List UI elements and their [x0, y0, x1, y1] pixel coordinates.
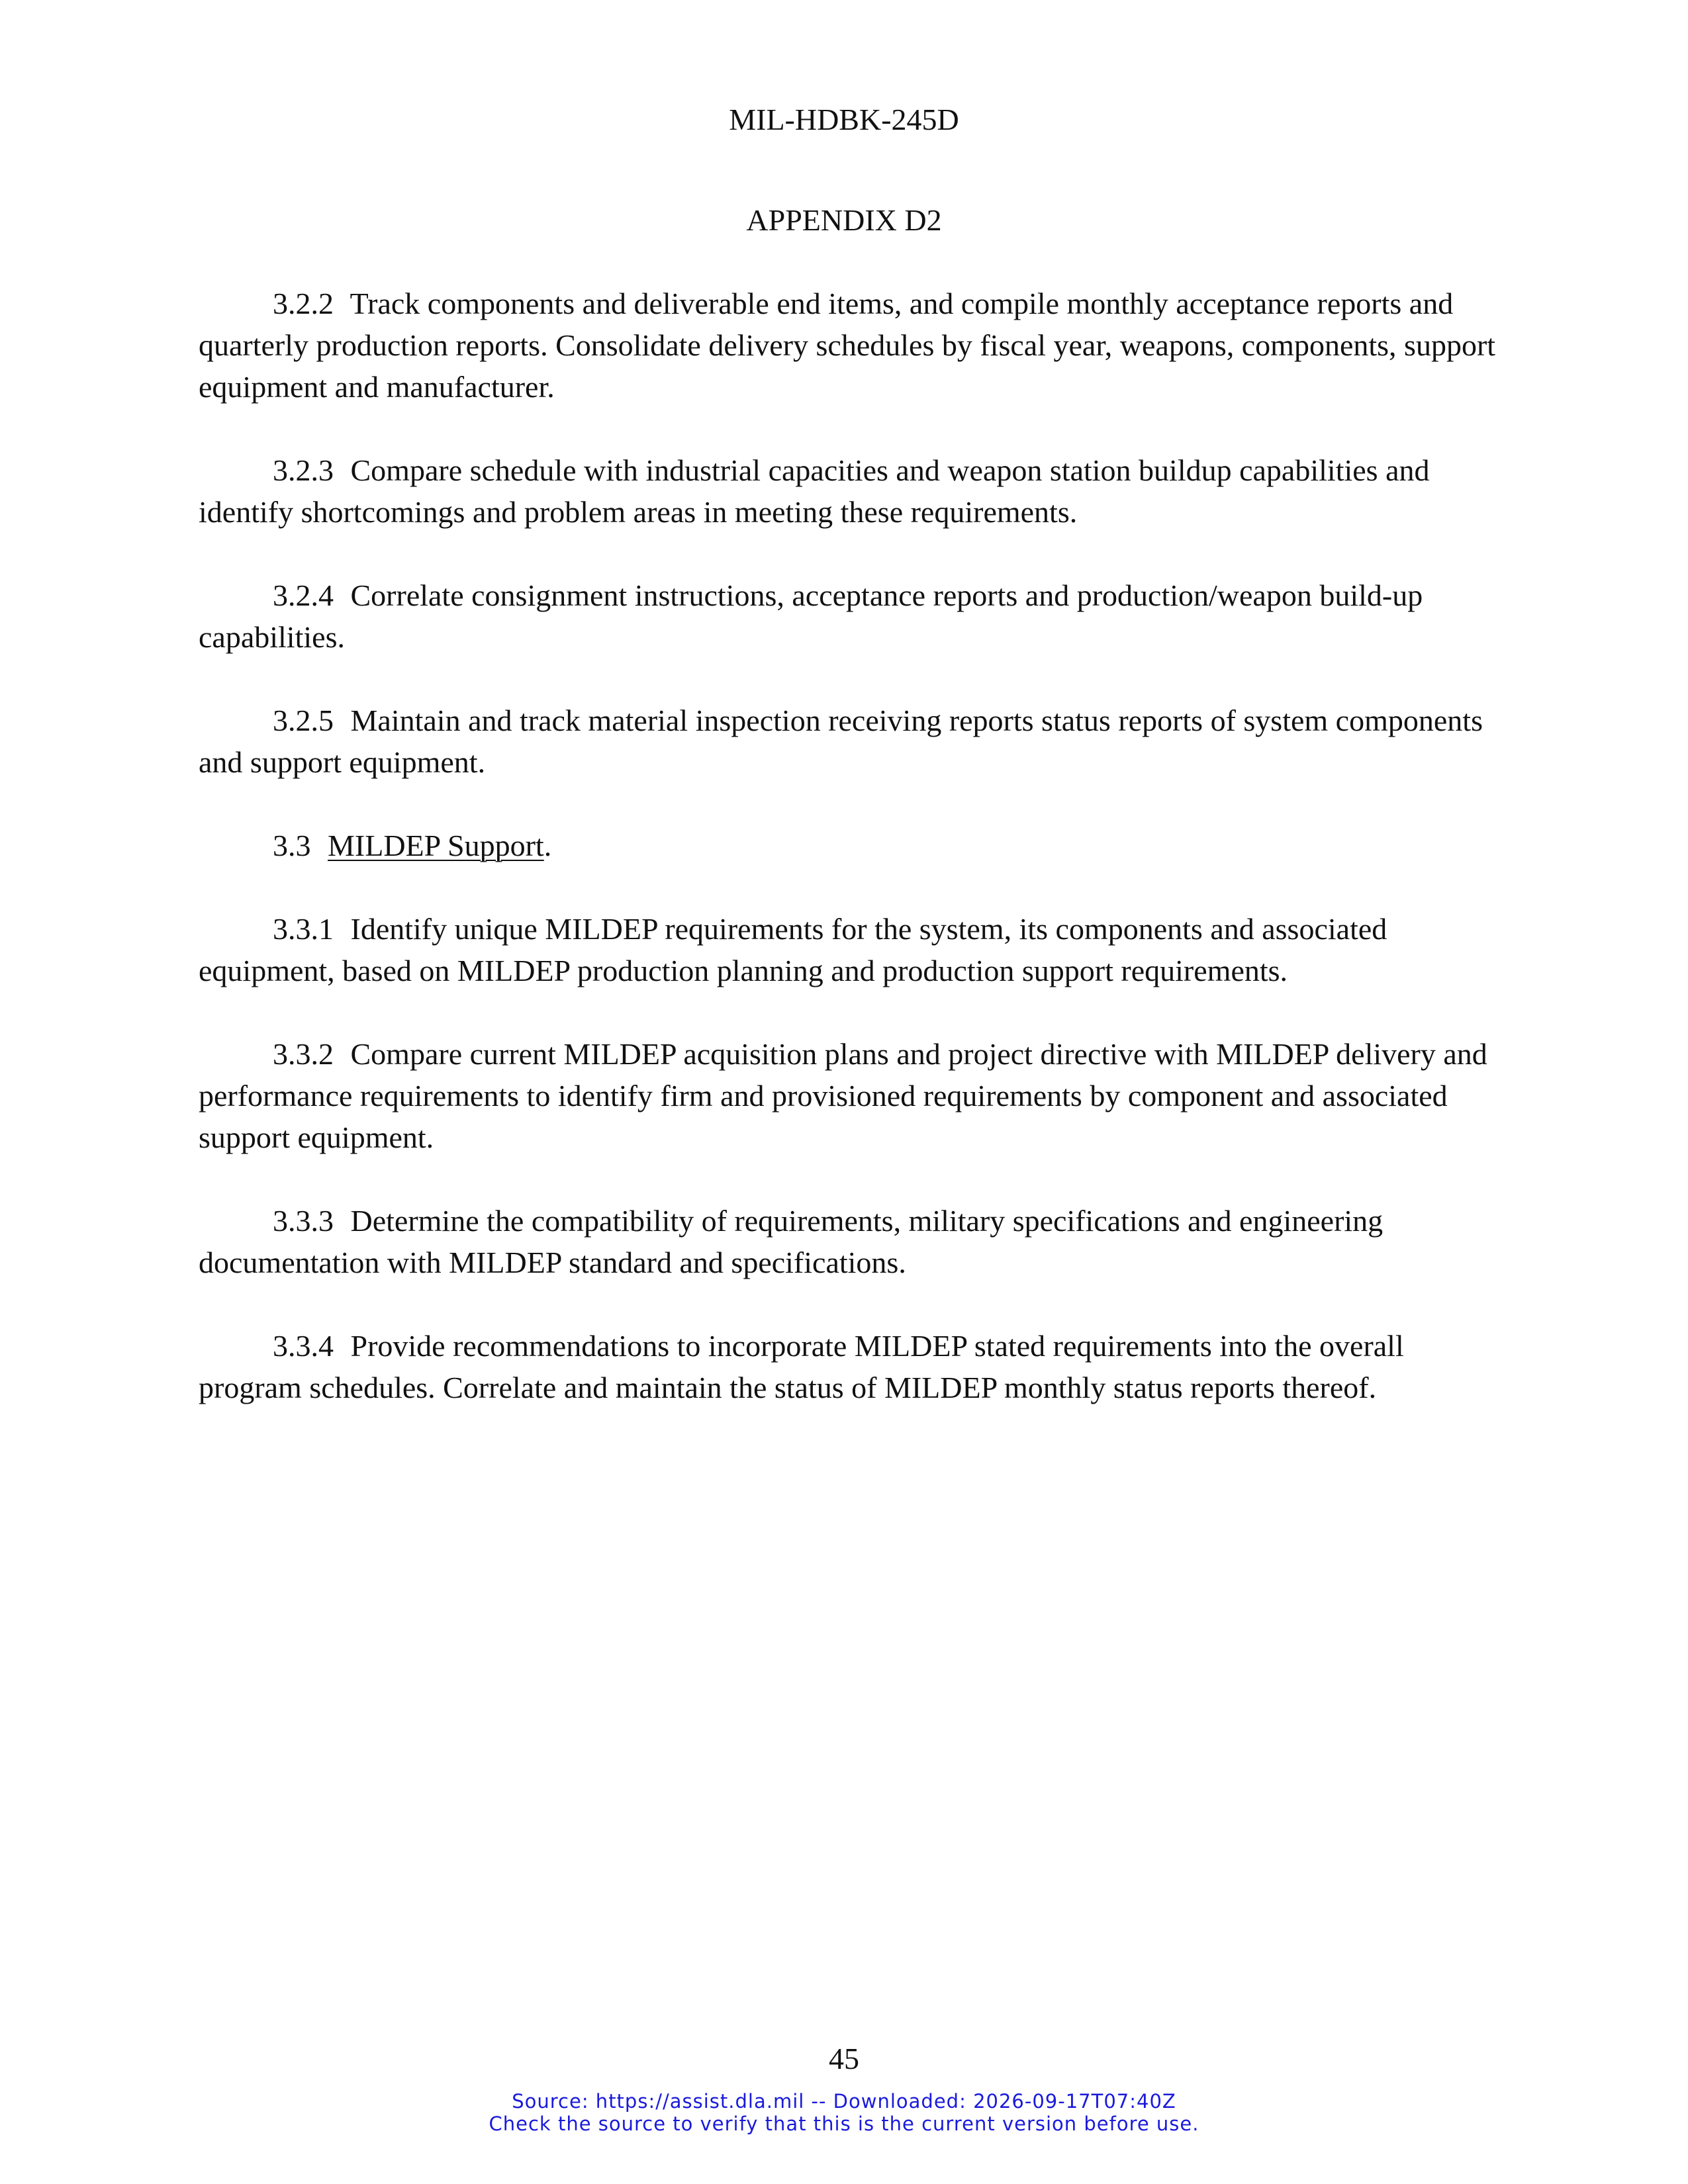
paragraph-number: 3.2.2: [273, 287, 334, 320]
paragraph-3-2-4: [199, 574, 1506, 658]
paragraph-number: 3.2.5: [273, 704, 334, 737]
paragraph-number: 3.2.4: [273, 578, 334, 612]
paragraph-number: 3.2.3: [273, 453, 334, 487]
section-heading: MILDEP Support: [328, 829, 544, 862]
paragraph-text: Track components and deliverable end items, and compile monthly acceptance reports and quarterly production reports. Consolidate delivery schedules by fiscal year, weapons, components, support equipment and manufacturer.: [199, 287, 1496, 404]
paragraph-text: Determine the compatibility of requirements, military specifications and engineering documentation with MILDEP standard and specifications.: [199, 1204, 1383, 1279]
document-body: [199, 283, 1506, 1450]
section-heading-3-3: [199, 825, 1506, 866]
paragraph-3-3-4: [199, 1325, 1506, 1408]
paragraph-3-3-2: [199, 1033, 1506, 1158]
appendix-title: APPENDIX D2: [746, 203, 942, 237]
paragraph-3-2-2: [199, 283, 1506, 408]
paragraph-3-3-3: [199, 1200, 1506, 1283]
paragraph-number: 3.3.4: [273, 1329, 334, 1363]
section-heading-period: .: [543, 829, 552, 862]
section-number: 3.3: [273, 829, 311, 862]
paragraph-number: 3.3.3: [273, 1204, 334, 1238]
paragraph-3-2-5: [199, 700, 1506, 783]
paragraph-3-3-1: [199, 908, 1506, 991]
check-source-line: Check the source to verify that this is the current version before use.: [489, 2113, 1199, 2135]
paragraph-text: Identify unique MILDEP requirements for the system, its components and associated equipment, based on MILDEP production planning and production support requirements.: [199, 912, 1387, 987]
paragraph-text: Compare current MILDEP acquisition plans and project directive with MILDEP delivery and performance requirements to identify firm and provisioned requirements by component and associated support equipment.: [199, 1037, 1487, 1154]
document-id: MIL-HDBK-245D: [729, 103, 959, 136]
paragraph-number: 3.3.2: [273, 1037, 334, 1071]
paragraph-number: 3.3.1: [273, 912, 334, 946]
paragraph-text: Maintain and track material inspection receiving reports status reports of system components and support equipment.: [199, 704, 1483, 779]
page-number: 45: [829, 2042, 859, 2075]
paragraph-text: Compare schedule with industrial capacities and weapon station buildup capabilities and identify shortcomings and problem areas in meeting these requirements.: [199, 453, 1430, 529]
paragraph-text: Correlate consignment instructions, acceptance reports and production/weapon build-up capabilities.: [199, 578, 1423, 654]
paragraph-3-2-3: [199, 449, 1506, 533]
paragraph-text: Provide recommendations to incorporate MILDEP stated requirements into the overall program schedules. Correlate and maintain the status of MILDEP monthly status reports thereof.: [199, 1329, 1404, 1404]
source-line: Source: https://assist.dla.mil -- Downloaded: 2026-09-17T07:40Z: [512, 2090, 1176, 2113]
source-notice: [0, 2090, 1688, 2135]
